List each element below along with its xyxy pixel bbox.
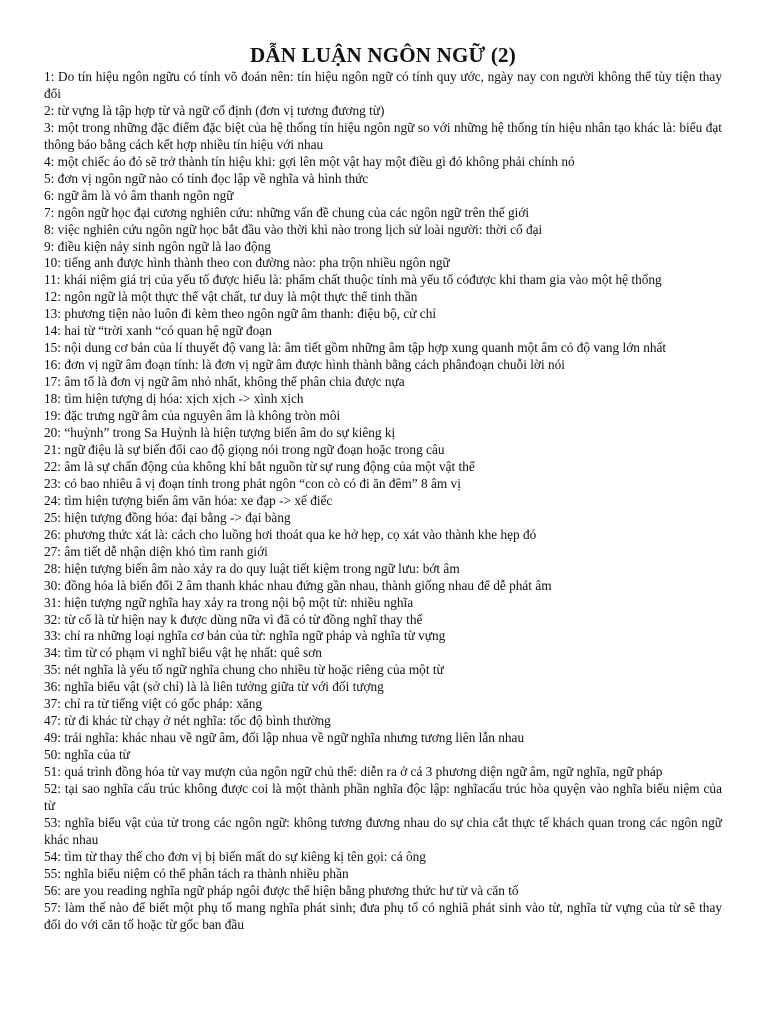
list-item: 26: phương thức xát là: cách cho luồng hơi thoát qua ke hở hẹp, cọ xát vào thành khe hẹp đó [44,526,537,542]
list-item: 37: chỉ ra từ tiếng việt có gốc pháp: xăng [44,696,263,712]
list-item: 49: trái nghĩa: khác nhau về ngữ âm, đối lập nhua về ngữ nghĩa nhưng tương liên lẫn nhau [44,730,525,746]
list-item: 51: quá trình đồng hóa từ vay mượn của ngôn ngữ chủ thể: diễn ra ở cả 3 phương diện ngữ âm, ngữ nghĩa, ngữ pháp [44,764,663,780]
list-item: 35: nét nghĩa là yếu tố ngữ nghĩa chung cho nhiều từ hoặc riêng của một từ [44,662,444,678]
list-item: 36: nghĩa biểu vật (sở chỉ) là là liên tưởng giữa từ với đối tượng [44,679,384,695]
list-item: 24: tìm hiện tượng biến âm văn hóa: xe đạp -> xế điếc [44,492,333,508]
list-item: 11: khái niệm giá trị của yếu tố được hiểu là: phẩm chất thuộc tính mà yếu tố cóđược khi tham gia vào một hệ thống [44,272,662,288]
list-item: 3: một trong những đặc điểm đặc biệt của hệ thống tín hiệu ngôn ngữ so với những hệ thống tín hiệu nhân tạo khác là: biểu đạt thông báo bằng cách kết hợp nhiều tín hiệu với nhau [44,119,722,152]
list-item: 19: đặc trưng ngữ âm của nguyên âm là không tròn môi [44,408,341,424]
list-item: 30: đồng hóa là biến đổi 2 âm thanh khác nhau đứng gần nhau, thành giống nhau để dễ phát âm [44,577,552,593]
list-item: 4: một chiếc áo đỏ sẽ trở thành tín hiệu khi: gợi lên một vật hay một điều gì đó không phải chính nó [44,153,575,169]
list-item: 12: ngôn ngữ là một thực thể vật chất, tư duy là một thực thể tinh thần [44,289,418,305]
list-item: 55: nghĩa biểu niệm có thể phân tách ra thành nhiều phần [44,865,349,881]
list-item: 27: âm tiết dễ nhận diện khó tìm ranh giới [44,543,268,559]
list-item: 53: nghĩa biểu vật của từ trong các ngôn ngữ: không tương đương nhau do sự chia cắt thực tế khách quan trong các ngôn ngữ khác nhau [44,814,722,847]
list-item: 31: hiện tượng ngữ nghĩa hay xảy ra trong nội bộ một từ: nhiều nghĩa [44,594,414,610]
list-item: 25: hiện tượng đồng hóa: đại bằng -> đại bàng [44,509,291,525]
list-item: 18: tìm hiện tượng dị hóa: xịch xịch -> xình xịch [44,391,304,407]
list-item: 23: có bao nhiêu â vị đoạn tính trong phát ngôn “con cò có đi ăn đêm” 8 âm vị [44,475,461,491]
list-item: 52: tại sao nghĩa cấu trúc không được coi là một thành phần nghĩa độc lập: nghĩacấu trúc hòa quyện vào nghĩa biểu niệm của từ [44,781,722,813]
list-item: 57: làm thế nào để biết một phụ tố mang nghĩa phát sinh; đưa phụ tố có nghiã phát sinh vào từ, nghĩa từ vựng của từ sẽ thay đổi do với căn tố hoặc từ gốc ban đầu [44,899,722,932]
list-item: 22: âm là sự chấn động của không khí bắt nguồn từ sự rung động của một vật thể [44,458,475,474]
document-title: DẪN LUẬN NGÔN NGỮ (2) [250,43,516,67]
list-item: 14: hai từ “trời xanh “có quan hệ ngữ đoạn [44,323,272,339]
list-item: 47: từ đi khác từ chạy ở nét nghĩa: tốc độ bình thường [44,713,331,729]
list-item: 5: đơn vị ngôn ngữ nào có tính đọc lập về nghĩa và hình thức [44,170,369,186]
list-item: 50: nghĩa của từ [44,747,130,763]
question-list [44,69,722,934]
list-item: 13: phương tiện nào luôn đi kèm theo ngôn ngữ âm thanh: điệu bộ, cử chỉ [44,306,437,322]
list-item: 6: ngữ âm là vỏ âm thanh ngôn ngữ [44,187,234,203]
list-item: 9: điều kiện nảy sinh ngôn ngữ là lao động [44,238,271,254]
list-item: 17: âm tố là đơn vị ngữ âm nhỏ nhất, không thể phân chia được nựa [44,374,405,390]
list-item: 15: nội dung cơ bản của lí thuyết độ vang là: âm tiết gồm những âm tập hợp xung quanh một âm có độ vang lớn nhất [44,340,667,356]
list-item: 1: Do tín hiệu ngôn ngữu có tính võ đoán nên: tín hiệu ngôn ngữ có tính quy ước, ngày nay con người không thể tùy tiện thay đổi [44,69,722,101]
list-item: 16: đơn vị ngữ âm đoạn tính: là đơn vị ngữ âm được hình thành bằng cách phânđoạn chuỗi lời nói [44,357,565,373]
list-item: 56: are you reading nghĩa ngữ pháp ngôi được thể hiện bằng phương thức hư từ và căn tố [44,882,519,898]
list-item: 28: hiện tượng biến âm nào xảy ra do quy luật tiết kiệm trong ngữ lưu: bớt âm [44,560,460,576]
list-item: 10: tiếng anh được hình thành theo con đường nào: pha trộn nhiều ngôn ngữ [44,255,450,271]
list-item: 2: từ vựng là tập hợp từ và ngữ cố định (đơn vị tương đương từ) [44,102,385,118]
list-item: 20: “huỳnh” trong Sa Huỳnh là hiện tượng biến âm do sự kiêng kị [44,425,396,441]
list-item: 21: ngữ điệu là sự biến đổi cao độ giọng nói trong ngữ đoạn hoặc trong câu [44,441,445,457]
document-page [44,42,722,934]
list-item: 54: tìm từ thay thế cho đơn vị bị biến mất do sự kiêng kị tên gọi: cá ông [44,848,426,864]
list-item: 33: chỉ ra những loại nghĩa cơ bản của từ: nghĩa ngữ pháp và nghĩa từ vựng [44,628,446,644]
list-item: 7: ngôn ngữ học đại cương nghiên cứu: những vấn đề chung của các ngôn ngữ trên thế giới [44,204,530,220]
list-item: 32: từ cổ là từ hiện nay k được dùng nữa vì đã có từ đồng nghĩ thay thế [44,611,423,627]
list-item: 8: việc nghiên cứu ngôn ngữ học bắt đầu vào thời khì nào trong lịch sử loài người: thời cổ đại [44,221,543,237]
list-item: 34: tìm từ có phạm vi nghĩ biểu vật hẹ nhất: quê sơn [44,645,322,661]
